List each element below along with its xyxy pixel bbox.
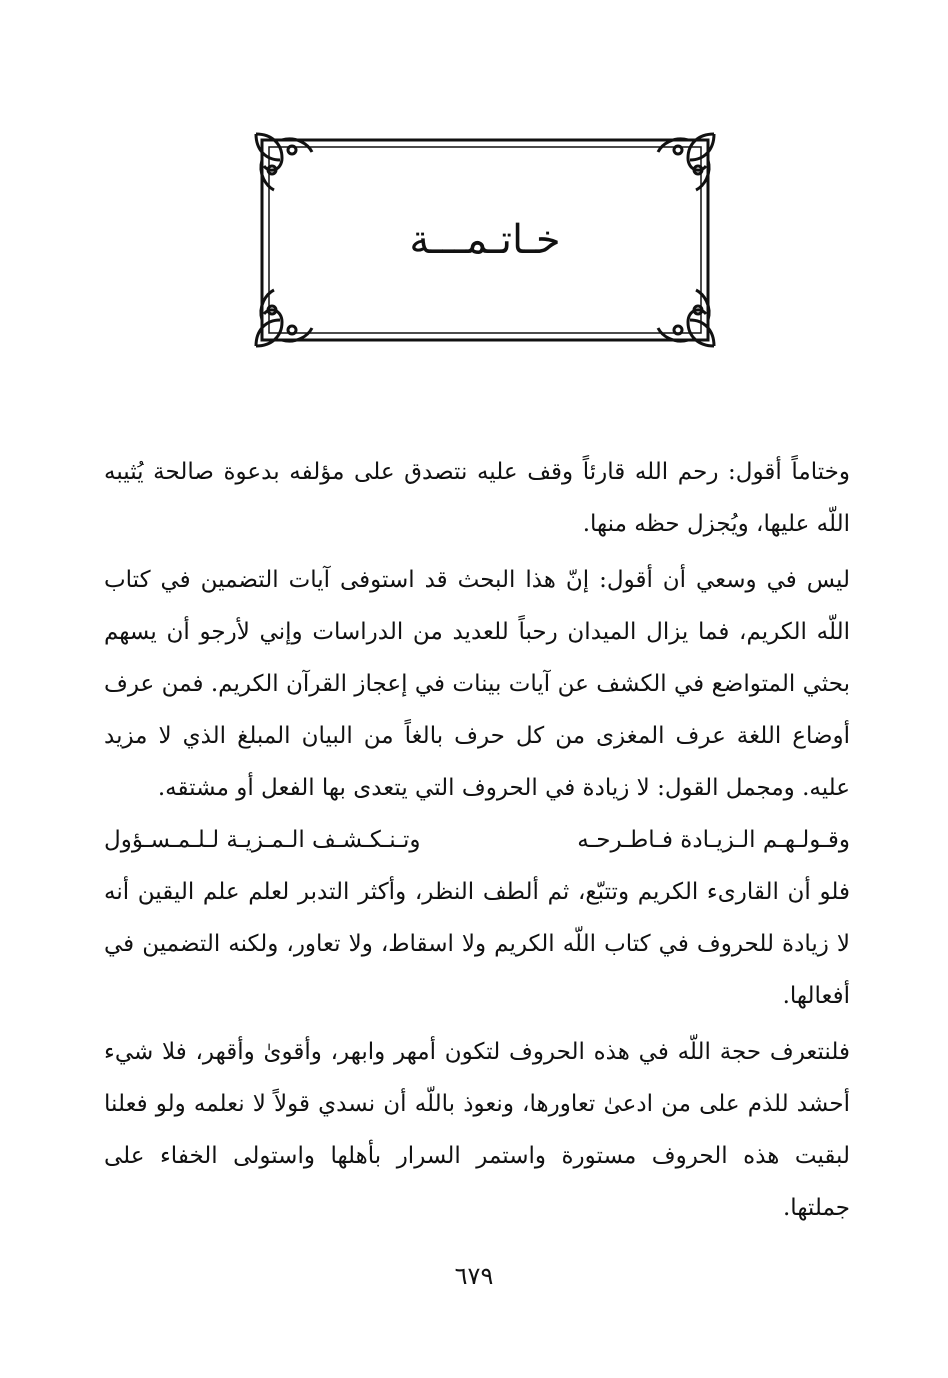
chapter-title: خـاتـمـــة [409, 217, 561, 263]
verse-line [104, 814, 850, 866]
body-text [104, 446, 850, 1234]
paragraph: ليس في وسعي أن أقول: إنّ هذا البحث قد استوفى آيات التضمين في كتاب اللّه الكريم، فما يزال الميدان رحباً للعديد من الدراسات وإني لأرجو أن يسهم بحثي المتواضع في الكشف عن آيات بينات في إعجاز القرآن الكريم. فمن عرف أوضاع اللغة عرف المغزى من كل حرف بالغاً من البيان المبلغ الذي لا مزيد عليه. ومجمل القول: لا زيادة في الحروف التي يتعدى بها الفعل أو مشتقه. [104, 567, 850, 801]
paragraph: فلنتعرف حجة اللّه في هذه الحروف لتكون أمهر وابهر، وأقوىٰ وأقهر، فلا شيء أحشد للذم على من ادعىٰ تعاورها، ونعوذ باللّه أن نسدي قولاً لا نعلمه ولو فعلنا لبقيت هذه الحروف مستورة واستمر السرار بأهلها واستولى الخفاء على جملتها. [104, 1039, 850, 1221]
ornamental-title-frame [252, 130, 718, 350]
verse-first-hemistich: وقـولـهـم الـزيـادة فـاطـرحـه [577, 827, 850, 853]
paragraph: وختاماً أقول: رحم الله قارئاً وقف عليه نتصدق على مؤلفه بدعوة صالحة يُثيبه اللّه عليها، ويُجزل حظه منها. [104, 459, 850, 537]
paragraph: فلو أن القارىء الكريم وتتبّع، ثم ألطف النظر، وأكثر التدبر لعلم علم اليقين أنه لا زيادة للحروف في كتاب اللّه الكريم ولا اسقاط، ولا تعاور، ولكنه التضمين في أفعالها. [104, 879, 850, 1009]
verse-second-hemistich: وتـنـكـشـف الـمـزيـة لـلـمـسـؤول [104, 827, 421, 853]
page-number: ٦٧٩ [454, 1262, 494, 1290]
